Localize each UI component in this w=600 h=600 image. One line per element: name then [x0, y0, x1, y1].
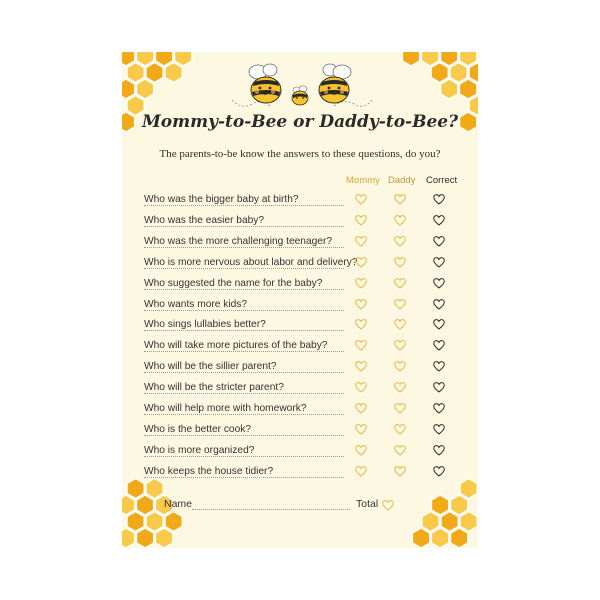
honeycomb-cell [122, 495, 135, 515]
question-row [122, 295, 478, 316]
correct-heart-icon[interactable] [432, 213, 446, 227]
name-line[interactable] [192, 509, 350, 510]
question-row [122, 232, 478, 253]
daddy-heart-icon[interactable] [393, 443, 407, 457]
mommy-heart-icon[interactable] [354, 464, 368, 478]
daddy-heart-icon[interactable] [393, 192, 407, 206]
daddy-heart-icon[interactable] [393, 359, 407, 373]
answer-line [144, 289, 344, 290]
daddy-heart-icon[interactable] [393, 338, 407, 352]
question-text: Who will help more with homework? [144, 403, 307, 414]
mommy-heart-icon[interactable] [354, 422, 368, 436]
question-row [122, 315, 478, 336]
answer-line [144, 477, 344, 478]
question-row [122, 274, 478, 295]
total-heart-icon[interactable] [381, 498, 395, 512]
correct-heart-icon[interactable] [432, 464, 446, 478]
honeycomb-cell [165, 512, 182, 532]
honeycomb-cell [127, 512, 144, 532]
correct-heart-icon[interactable] [432, 255, 446, 269]
correct-heart-icon[interactable] [432, 276, 446, 290]
bee-icon [249, 64, 281, 103]
answer-line [144, 205, 344, 206]
honeycomb-top-right [388, 52, 478, 162]
daddy-heart-icon[interactable] [393, 213, 407, 227]
honeycomb-cell [451, 528, 468, 548]
honeycomb-cell [431, 528, 448, 548]
daddy-heart-icon[interactable] [393, 297, 407, 311]
honeycomb-cell [155, 528, 172, 548]
question-row [122, 399, 478, 420]
answer-line [144, 268, 344, 269]
honeycomb-cell [122, 528, 135, 548]
daddy-heart-icon[interactable] [393, 317, 407, 331]
question-text: Who will be the sillier parent? [144, 361, 277, 373]
question-row [122, 357, 478, 378]
answer-line [144, 456, 344, 457]
honeycomb-top-left [122, 52, 212, 162]
column-header-correct: Correct [426, 175, 458, 186]
honeycomb-cell [165, 63, 182, 83]
honeycomb-cell [441, 512, 458, 532]
daddy-heart-icon[interactable] [393, 234, 407, 248]
answer-line [144, 226, 344, 227]
honeycomb-cell [460, 79, 477, 99]
answer-line [144, 310, 344, 311]
answer-line [144, 435, 344, 436]
question-row [122, 211, 478, 232]
correct-heart-icon[interactable] [432, 401, 446, 415]
answer-line [144, 414, 344, 415]
question-text: Who will take more pictures of the baby? [144, 340, 328, 352]
question-text: Who was the easier baby? [144, 214, 265, 226]
honeycomb-cell [127, 63, 144, 83]
mommy-heart-icon[interactable] [354, 359, 368, 373]
question-row [122, 378, 478, 399]
column-header-mommy: Mommy [346, 175, 380, 186]
mommy-heart-icon[interactable] [354, 401, 368, 415]
mommy-heart-icon[interactable] [354, 317, 368, 331]
daddy-heart-icon[interactable] [393, 464, 407, 478]
honeycomb-cell [412, 528, 429, 548]
honeycomb-cell [136, 495, 153, 515]
question-text: Who will be the stricter parent? [144, 382, 284, 394]
correct-heart-icon[interactable] [432, 380, 446, 394]
daddy-heart-icon[interactable] [393, 276, 407, 290]
honeycomb-cell [431, 63, 448, 83]
mommy-heart-icon[interactable] [354, 234, 368, 248]
card-subtitle: The parents-to-be know the answers to these questions, do you? [159, 148, 441, 160]
honeycomb-cell [122, 79, 135, 99]
correct-heart-icon[interactable] [432, 192, 446, 206]
mommy-heart-icon[interactable] [354, 338, 368, 352]
question-row [122, 336, 478, 357]
honeycomb-cell [460, 512, 477, 532]
question-text: Who was the bigger baby at birth? [144, 194, 299, 205]
honeycomb-cell [451, 495, 468, 515]
correct-heart-icon[interactable] [432, 338, 446, 352]
question-row [122, 190, 478, 211]
correct-heart-icon[interactable] [432, 359, 446, 373]
honeycomb-cell [146, 63, 163, 83]
answer-line [144, 247, 344, 248]
mommy-heart-icon[interactable] [354, 276, 368, 290]
column-header-daddy: Daddy [388, 175, 416, 186]
daddy-heart-icon[interactable] [393, 255, 407, 269]
question-row [122, 420, 478, 441]
answer-line [144, 372, 344, 373]
honeycomb-cell [402, 52, 419, 66]
mommy-heart-icon[interactable] [354, 192, 368, 206]
mommy-heart-icon[interactable] [354, 443, 368, 457]
honeycomb-cell [450, 63, 467, 83]
question-row [122, 462, 478, 483]
honeycomb-cell [422, 512, 439, 532]
question-text: Who suggested the name for the baby? [144, 277, 323, 289]
question-text: Who is the better cook? [144, 423, 252, 435]
baby-bee-icon [292, 86, 308, 105]
answer-line [144, 330, 344, 331]
question-text: Who was the more challenging teenager? [144, 235, 333, 247]
answer-line [144, 393, 344, 394]
game-card [122, 52, 478, 548]
answer-line [144, 351, 344, 352]
question-text: Who is more organized? [144, 444, 255, 456]
card-title: Mommy-to-Bee or Daddy-to-Bee? [141, 112, 459, 132]
honeycomb-cell [146, 512, 163, 532]
correct-heart-icon[interactable] [432, 297, 446, 311]
question-text: Who sings lullabies better? [144, 319, 266, 331]
total-label: Total [356, 498, 379, 510]
daddy-heart-icon[interactable] [393, 422, 407, 436]
honeycomb-cell [441, 79, 458, 99]
daddy-heart-icon[interactable] [393, 401, 407, 415]
question-text: Who keeps the house tidier? [144, 465, 274, 477]
name-label: Name [164, 498, 193, 510]
bee-icon [319, 64, 351, 103]
question-row [122, 253, 478, 274]
question-text: Who is more nervous about labor and delivery? [144, 256, 358, 268]
correct-heart-icon[interactable] [432, 234, 446, 248]
honeycomb-cell [136, 79, 153, 99]
correct-heart-icon[interactable] [432, 422, 446, 436]
mommy-heart-icon[interactable] [354, 297, 368, 311]
honeycomb-cell [431, 495, 448, 515]
mommy-heart-icon[interactable] [354, 213, 368, 227]
correct-heart-icon[interactable] [432, 317, 446, 331]
question-text: Who wants more kids? [144, 298, 248, 310]
question-row [122, 441, 478, 462]
mommy-heart-icon[interactable] [354, 380, 368, 394]
correct-heart-icon[interactable] [432, 443, 446, 457]
honeycomb-cell [136, 528, 153, 548]
bees-illustration [222, 58, 382, 114]
mommy-heart-icon[interactable] [354, 255, 368, 269]
daddy-heart-icon[interactable] [393, 380, 407, 394]
